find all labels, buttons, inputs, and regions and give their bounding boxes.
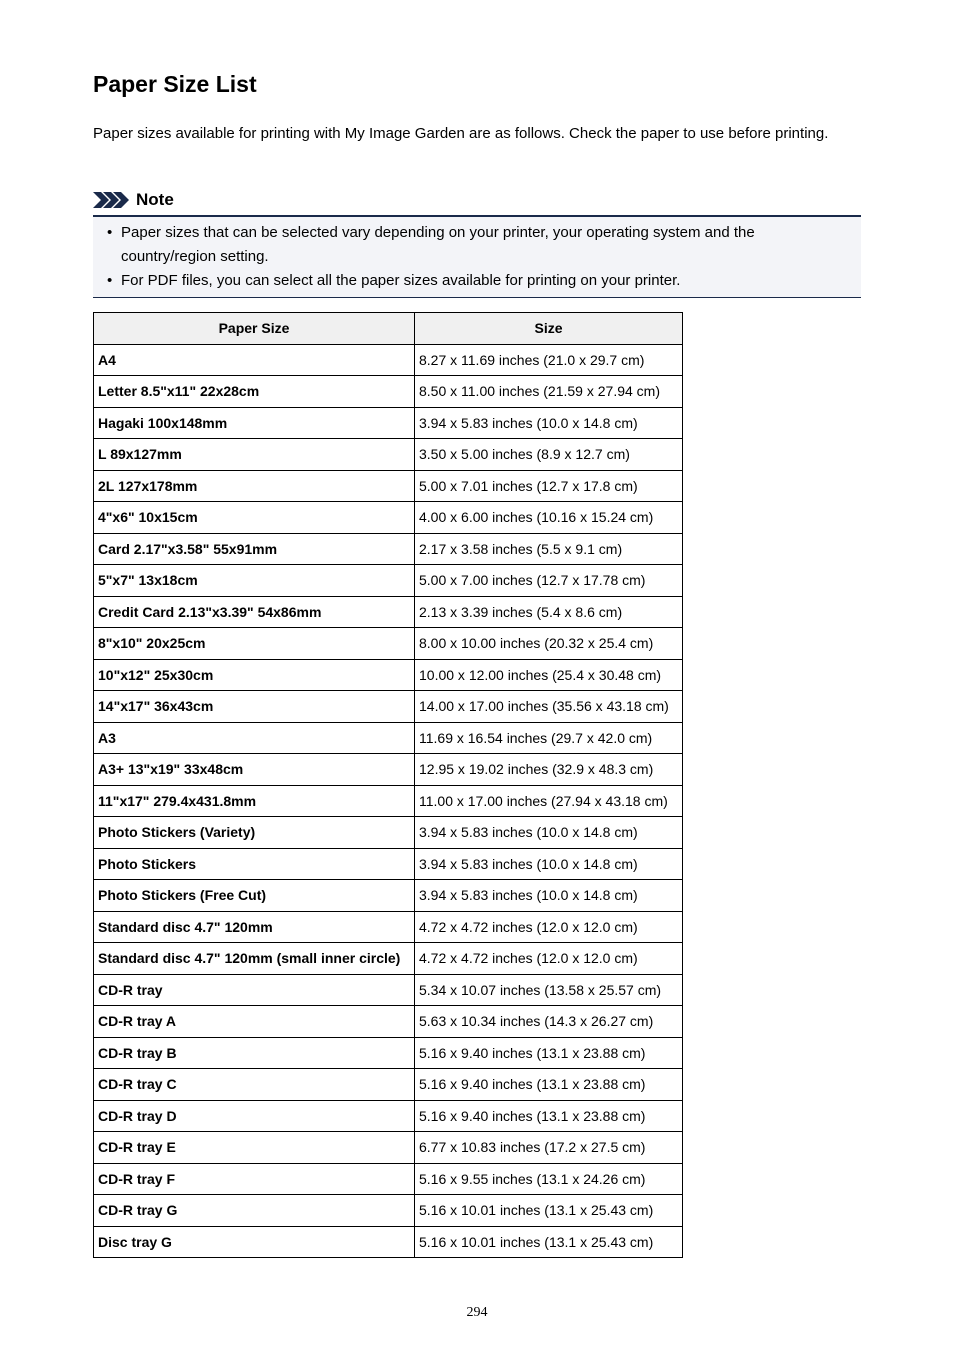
paper-size-dimensions: 5.34 x 10.07 inches (13.58 x 25.57 cm) [415, 974, 683, 1006]
paper-size-dimensions: 5.16 x 10.01 inches (13.1 x 25.43 cm) [415, 1226, 683, 1258]
table-row [94, 754, 683, 786]
paper-size-name: 2L 127x178mm [94, 470, 415, 502]
table-row [94, 1195, 683, 1227]
table-row [94, 565, 683, 597]
paper-size-name: A3 [94, 722, 415, 754]
paper-size-dimensions: 2.13 x 3.39 inches (5.4 x 8.6 cm) [415, 596, 683, 628]
paper-size-name: Photo Stickers (Variety) [94, 817, 415, 849]
paper-size-dimensions: 2.17 x 3.58 inches (5.5 x 9.1 cm) [415, 533, 683, 565]
table-row [94, 817, 683, 849]
paper-size-name: Photo Stickers (Free Cut) [94, 880, 415, 912]
paper-size-name: Disc tray G [94, 1226, 415, 1258]
paper-size-name: Card 2.17"x3.58" 55x91mm [94, 533, 415, 565]
paper-size-name: CD-R tray C [94, 1069, 415, 1101]
note-header [93, 188, 861, 217]
page-title: Paper Size List [93, 71, 257, 97]
paper-size-dimensions: 8.27 x 11.69 inches (21.0 x 29.7 cm) [415, 344, 683, 376]
table-row [94, 943, 683, 975]
paper-size-name: 14"x17" 36x43cm [94, 691, 415, 723]
table-row [94, 376, 683, 408]
paper-size-dimensions: 10.00 x 12.00 inches (25.4 x 30.48 cm) [415, 659, 683, 691]
paper-size-name: L 89x127mm [94, 439, 415, 471]
paper-size-dimensions: 8.00 x 10.00 inches (20.32 x 25.4 cm) [415, 628, 683, 660]
table-row [94, 628, 683, 660]
table-row [94, 722, 683, 754]
paper-size-dimensions: 8.50 x 11.00 inches (21.59 x 27.94 cm) [415, 376, 683, 408]
paper-size-dimensions: 5.16 x 9.40 inches (13.1 x 23.88 cm) [415, 1037, 683, 1069]
paper-size-name: Hagaki 100x148mm [94, 407, 415, 439]
paper-size-name: CD-R tray E [94, 1132, 415, 1164]
table-row [94, 1037, 683, 1069]
paper-size-name: Standard disc 4.7" 120mm (small inner circle) [94, 943, 415, 975]
paper-size-name: CD-R tray D [94, 1100, 415, 1132]
header-paper-size: Paper Size [94, 313, 415, 345]
paper-size-name: A4 [94, 344, 415, 376]
paper-size-dimensions: 3.94 x 5.83 inches (10.0 x 14.8 cm) [415, 848, 683, 880]
table-header-row [94, 313, 683, 345]
paper-size-dimensions: 5.16 x 9.40 inches (13.1 x 23.88 cm) [415, 1100, 683, 1132]
paper-size-dimensions: 3.94 x 5.83 inches (10.0 x 14.8 cm) [415, 880, 683, 912]
paper-size-table [93, 312, 683, 1258]
note-box [93, 217, 861, 298]
paper-size-dimensions: 11.69 x 16.54 inches (29.7 x 42.0 cm) [415, 722, 683, 754]
table-row [94, 407, 683, 439]
table-row [94, 691, 683, 723]
paper-size-dimensions: 5.63 x 10.34 inches (14.3 x 26.27 cm) [415, 1006, 683, 1038]
paper-size-dimensions: 3.94 x 5.83 inches (10.0 x 14.8 cm) [415, 817, 683, 849]
paper-size-dimensions: 5.16 x 9.40 inches (13.1 x 23.88 cm) [415, 1069, 683, 1101]
table-row [94, 1226, 683, 1258]
paper-size-name: 11"x17" 279.4x431.8mm [94, 785, 415, 817]
paper-size-name: CD-R tray G [94, 1195, 415, 1227]
paper-size-dimensions: 5.00 x 7.01 inches (12.7 x 17.8 cm) [415, 470, 683, 502]
note-list [93, 217, 861, 293]
paper-size-name: CD-R tray B [94, 1037, 415, 1069]
table-row [94, 1163, 683, 1195]
paper-size-name: 8"x10" 20x25cm [94, 628, 415, 660]
paper-size-name: CD-R tray [94, 974, 415, 1006]
paper-size-dimensions: 4.00 x 6.00 inches (10.16 x 15.24 cm) [415, 502, 683, 534]
table-row [94, 1132, 683, 1164]
table-row [94, 880, 683, 912]
paper-size-name: Standard disc 4.7" 120mm [94, 911, 415, 943]
paper-size-name: CD-R tray F [94, 1163, 415, 1195]
paper-size-dimensions: 5.16 x 10.01 inches (13.1 x 25.43 cm) [415, 1195, 683, 1227]
header-size: Size [415, 313, 683, 345]
table-row [94, 848, 683, 880]
table-row [94, 533, 683, 565]
paper-size-name: 5"x7" 13x18cm [94, 565, 415, 597]
table-row [94, 470, 683, 502]
table-row [94, 439, 683, 471]
intro-paragraph: Paper sizes available for printing with My Image Garden are as follows. Check the paper to use before printing. [93, 125, 829, 142]
paper-size-name: Credit Card 2.13"x3.39" 54x86mm [94, 596, 415, 628]
table-row [94, 911, 683, 943]
paper-size-dimensions: 14.00 x 17.00 inches (35.56 x 43.18 cm) [415, 691, 683, 723]
table-row [94, 344, 683, 376]
note-item: • For PDF files, you can select all the paper sizes available for printing on your printer. [93, 269, 861, 293]
table-row [94, 659, 683, 691]
paper-size-dimensions: 3.50 x 5.00 inches (8.9 x 12.7 cm) [415, 439, 683, 471]
table-row [94, 974, 683, 1006]
table-row [94, 785, 683, 817]
table-row [94, 596, 683, 628]
paper-size-dimensions: 6.77 x 10.83 inches (17.2 x 27.5 cm) [415, 1132, 683, 1164]
bullet-icon: • [107, 224, 113, 241]
paper-size-name: Letter 8.5"x11" 22x28cm [94, 376, 415, 408]
table-row [94, 1100, 683, 1132]
table-row [94, 502, 683, 534]
page-number: 294 [466, 1305, 488, 1320]
paper-size-dimensions: 4.72 x 4.72 inches (12.0 x 12.0 cm) [415, 911, 683, 943]
paper-size-dimensions: 11.00 x 17.00 inches (27.94 x 43.18 cm) [415, 785, 683, 817]
paper-size-dimensions: 5.16 x 9.55 inches (13.1 x 24.26 cm) [415, 1163, 683, 1195]
paper-size-name: 4"x6" 10x15cm [94, 502, 415, 534]
paper-size-name: Photo Stickers [94, 848, 415, 880]
paper-size-dimensions: 3.94 x 5.83 inches (10.0 x 14.8 cm) [415, 407, 683, 439]
paper-size-name: CD-R tray A [94, 1006, 415, 1038]
paper-size-dimensions: 12.95 x 19.02 inches (32.9 x 48.3 cm) [415, 754, 683, 786]
table-row [94, 1069, 683, 1101]
note-title: Note [136, 190, 174, 209]
note-arrows-icon [93, 192, 131, 208]
paper-size-dimensions: 5.00 x 7.00 inches (12.7 x 17.78 cm) [415, 565, 683, 597]
paper-size-name: A3+ 13"x19" 33x48cm [94, 754, 415, 786]
paper-size-name: 10"x12" 25x30cm [94, 659, 415, 691]
paper-size-dimensions: 4.72 x 4.72 inches (12.0 x 12.0 cm) [415, 943, 683, 975]
bullet-icon: • [107, 272, 113, 289]
note-item: • Paper sizes that can be selected vary depending on your printer, your operating system and the country/region setting. [93, 221, 861, 269]
table-row [94, 1006, 683, 1038]
